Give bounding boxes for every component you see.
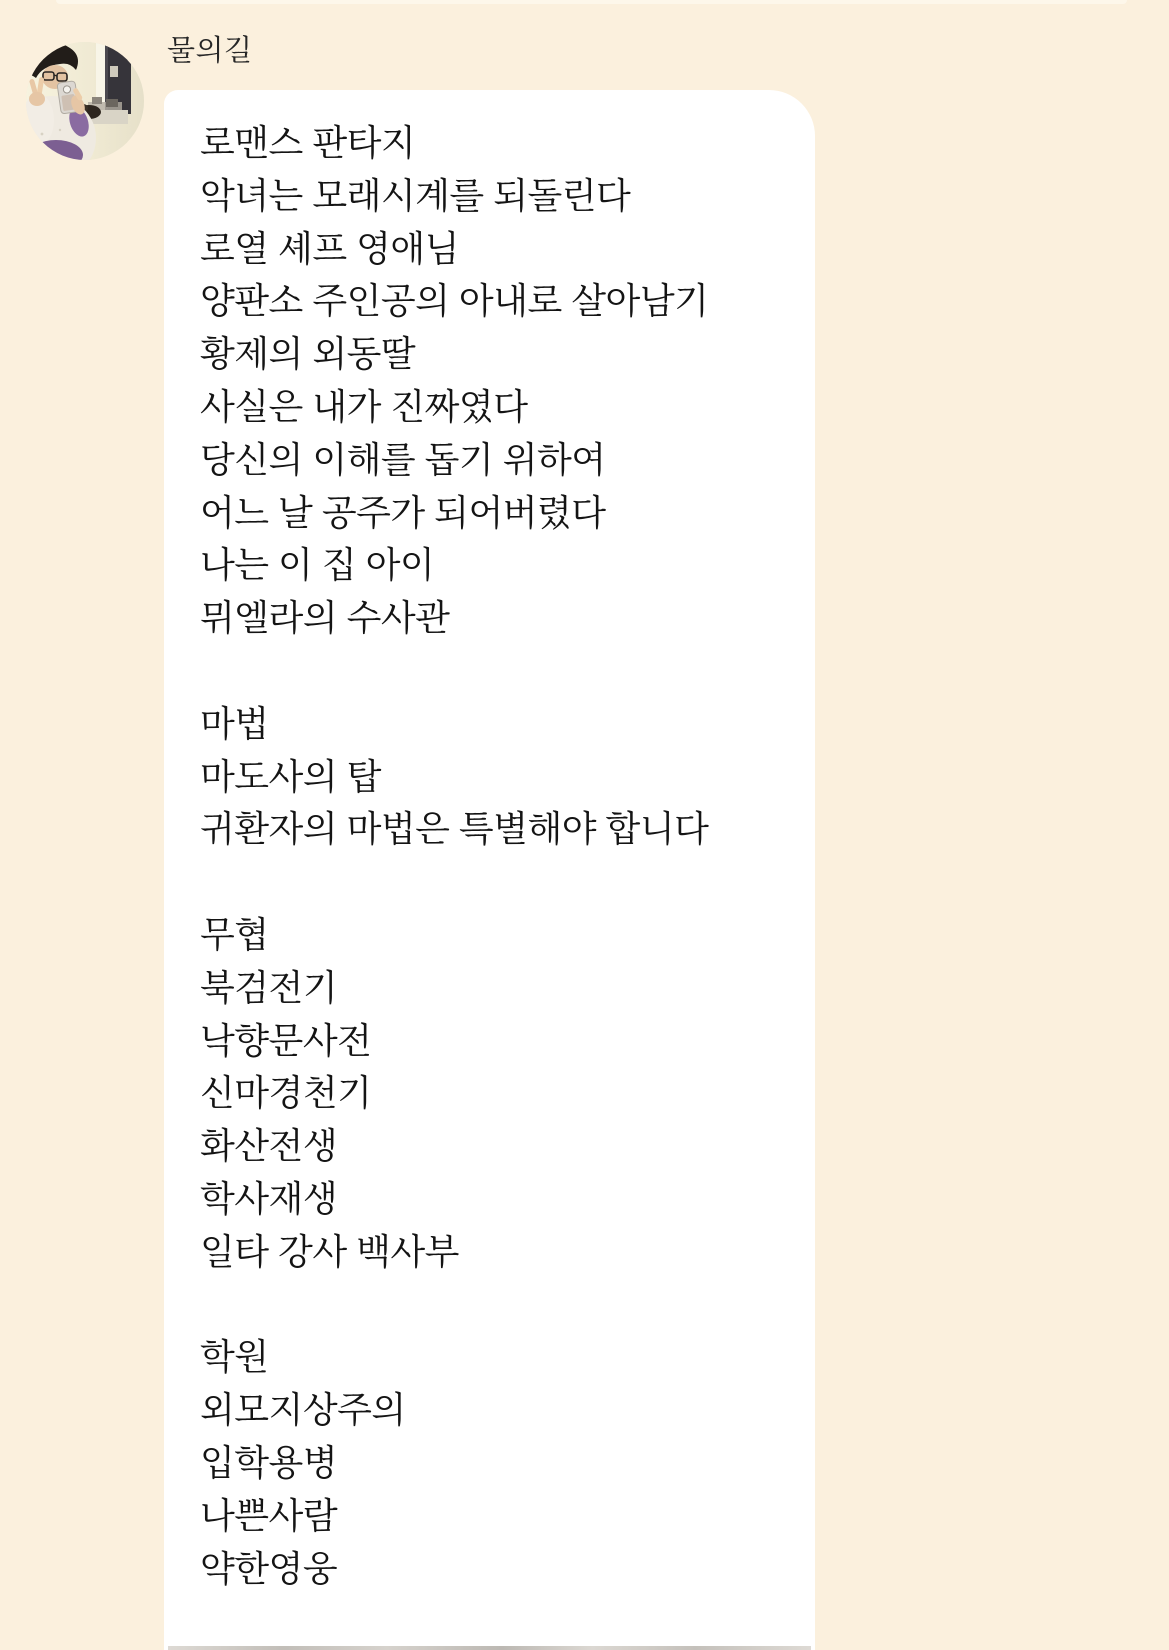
message-line: 황제의 외동딸	[200, 333, 416, 375]
message-line: 마도사의 탑	[200, 755, 381, 797]
message-line: 학원	[200, 1336, 269, 1378]
message-line: 낙향문사전	[200, 1019, 372, 1061]
avatar[interactable]	[26, 42, 144, 160]
message-line: 신마경천기	[200, 1072, 372, 1114]
message-line: 귀환자의 마법은 특별해야 합니다	[200, 808, 709, 850]
previous-message-bubble-edge	[56, 0, 1127, 4]
message-line: 로열 셰프 영애님	[200, 227, 459, 269]
message-line: 로맨스 판타지	[200, 122, 416, 163]
message-line: 북검전기	[200, 966, 338, 1008]
message-line	[200, 1279, 781, 1332]
message-line: 뮈엘라의 수사관	[200, 597, 450, 639]
message-line: 어느 날 공주가 되어버렸다	[200, 491, 606, 533]
message-line: 학사재생	[200, 1177, 338, 1219]
sender-name: 물의길	[167, 35, 253, 67]
message-line: 외모지상주의	[200, 1389, 406, 1431]
message-line: 나는 이 집 아이	[200, 544, 435, 586]
message-line: 사실은 내가 진짜였다	[200, 385, 528, 427]
cutoff-next-line	[168, 1646, 811, 1650]
message-line: 마법	[200, 702, 269, 744]
message-line: 당신의 이해를 돕기 위하여	[200, 438, 606, 480]
message-line: 약한영웅	[200, 1547, 338, 1589]
message-line: 악녀는 모래시계를 되돌린다	[200, 174, 631, 216]
message-text	[164, 90, 815, 1595]
message-line: 나쁜사람	[200, 1494, 338, 1536]
avatar-photo	[26, 42, 144, 160]
message-line	[200, 645, 781, 698]
message-line	[200, 856, 781, 909]
message-bubble[interactable]	[164, 90, 815, 1650]
message-line: 화산전생	[200, 1125, 338, 1167]
message-line: 일타 강사 백사부	[200, 1230, 459, 1272]
message-line: 입학용병	[200, 1441, 338, 1483]
message-line: 양판소 주인공의 아내로 살아남기	[200, 280, 709, 322]
message-line: 무협	[200, 913, 269, 955]
